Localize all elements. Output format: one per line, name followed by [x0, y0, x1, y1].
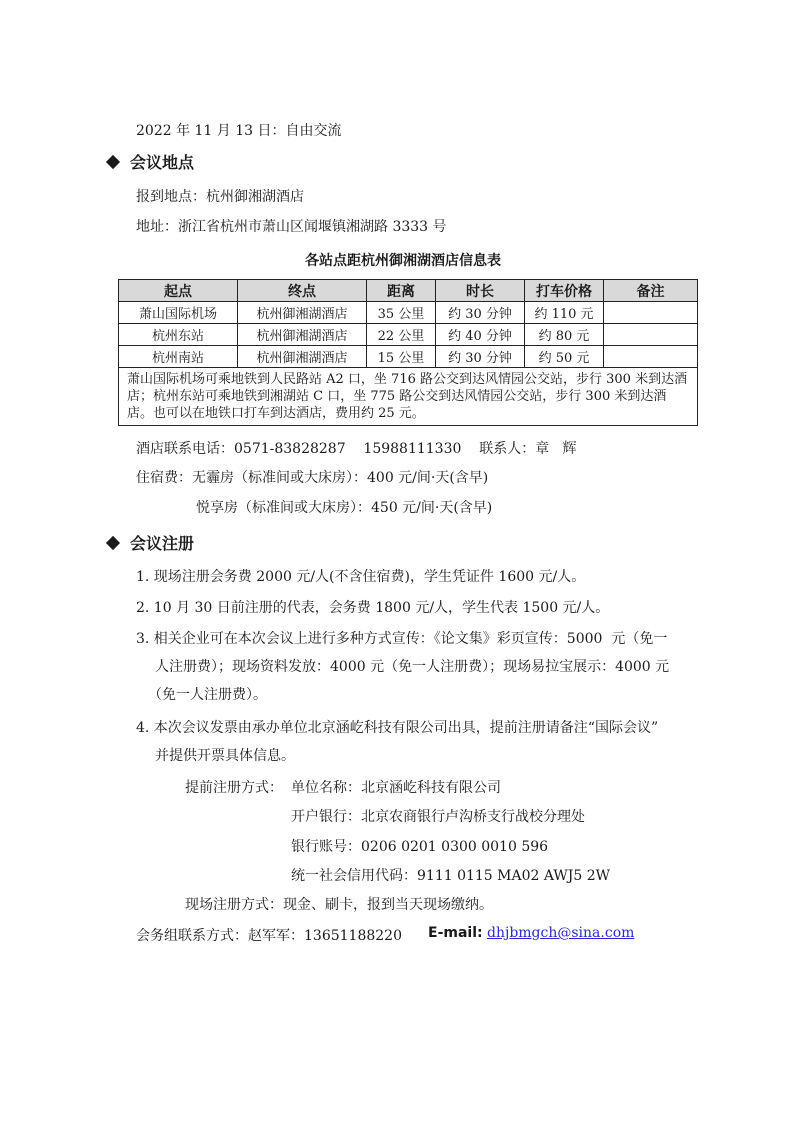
email-label: E-mail: [428, 925, 483, 941]
table-header: 终点 [238, 280, 367, 302]
registration-heading-text: 会议注册 [130, 534, 195, 553]
table-cell: 约 40 分钟 [436, 324, 525, 346]
table-cell: 杭州御湘湖酒店 [238, 302, 367, 324]
table-cell: 约 50 元 [525, 346, 604, 368]
table-cell [604, 324, 698, 346]
registration-item-4-line-1: 4. 本次会议发票由承办单位北京涵屹科技有限公司出具，提前注册请备注“国际会议” [136, 720, 659, 736]
table-title: 各站点距杭州御湘湖酒店信息表 [305, 253, 501, 269]
table-note-row [119, 368, 698, 426]
table-row [119, 346, 698, 368]
table-cell: 约 30 分钟 [436, 346, 525, 368]
diamond-bullet-icon [106, 155, 120, 169]
transport-note: 萧山国际机场可乘地铁到人民路站 A2 口，坐 716 路公交到达风情园公交站，步行 300 米到达酒店；杭州东站可乘地铁到湘湖站 C 口，坐 775 路公交到达风情园公交站，步行 300 米到达酒店。也可以在地铁口打车到达酒店，费用约 25 元。 [119, 368, 698, 426]
bank-account: 银行账号：0206 0201 0300 0010 596 [291, 839, 549, 855]
table-cell: 杭州东站 [119, 324, 238, 346]
table-row [119, 302, 698, 324]
table-cell: 22 公里 [367, 324, 436, 346]
table-header: 起点 [119, 280, 238, 302]
table-cell: 杭州御湘湖酒店 [238, 324, 367, 346]
distance-table [118, 279, 698, 426]
table-header-row [119, 280, 698, 302]
onsite-registration: 现场注册方式：现金、刷卡，报到当天现场缴纳。 [185, 897, 493, 913]
table-cell: 约 110 元 [525, 302, 604, 324]
table-header: 距离 [367, 280, 436, 302]
organizer-contact: 会务组联系方式：赵军军：13651188220 [136, 928, 402, 944]
table-row [119, 324, 698, 346]
table-cell: 杭州南站 [119, 346, 238, 368]
venue-heading-text: 会议地点 [130, 153, 195, 172]
checkin-location: 报到地点：杭州御湘湖酒店 [136, 189, 304, 205]
registration-item-3-line-3: （免一人注册费）。 [148, 687, 267, 703]
unit-name: 单位名称：北京涵屹科技有限公司 [291, 780, 501, 796]
registration-item-4-line-2: 并提供开票具体信息。 [155, 748, 295, 764]
table-cell: 杭州御湘湖酒店 [238, 346, 367, 368]
registration-heading [108, 531, 194, 554]
lodging-line-1: 住宿费：无霾房（标准间或大床房）：400 元/间·天(含早) [136, 470, 489, 486]
bank-name: 开户银行：北京农商银行卢沟桥支行战校分理处 [291, 809, 585, 825]
registration-item-3-line-1: 3. 相关企业可在本次会议上进行多种方式宣传：《论文集》彩页宣传：5000 元（免一 [136, 631, 668, 647]
email-link[interactable]: dhjbmgch@sina.com [487, 925, 635, 941]
diamond-bullet-icon [106, 536, 120, 550]
table-cell [604, 302, 698, 324]
table-cell: 萧山国际机场 [119, 302, 238, 324]
table-cell: 约 80 元 [525, 324, 604, 346]
table-header: 备注 [604, 280, 698, 302]
registration-item-2: 2. 10 月 30 日前注册的代表，会务费 1800 元/人，学生代表 1500 元/人。 [136, 600, 610, 616]
registration-item-1: 1. 现场注册会务费 2000 元/人(不含住宿费)，学生凭证件 1600 元/人。 [136, 569, 586, 585]
registration-item-3-line-2: 人注册费）；现场资料发放：4000 元（免一人注册费）；现场易拉宝展示：4000 元 [155, 659, 670, 675]
table-header: 时长 [436, 280, 525, 302]
table-cell: 35 公里 [367, 302, 436, 324]
credit-code: 统一社会信用代码：9111 0115 MA02 AWJ5 2W [291, 868, 611, 884]
hotel-contact: 酒店联系电话：0571-83828287 15988111330 联系人：章 辉 [136, 441, 577, 457]
venue-address: 地址：浙江省杭州市萧山区闻堰镇湘湖路 3333 号 [136, 219, 447, 235]
venue-heading [108, 150, 194, 173]
table-cell: 约 30 分钟 [436, 302, 525, 324]
table-cell [604, 346, 698, 368]
schedule-line: 2022 年 11 月 13 日：自由交流 [136, 123, 342, 139]
table-cell: 15 公里 [367, 346, 436, 368]
table-header: 打车价格 [525, 280, 604, 302]
lodging-line-2: 悦享房（标准间或大床房）：450 元/间·天(含早) [196, 500, 493, 516]
pre-registration-label: 提前注册方式： [185, 780, 283, 796]
